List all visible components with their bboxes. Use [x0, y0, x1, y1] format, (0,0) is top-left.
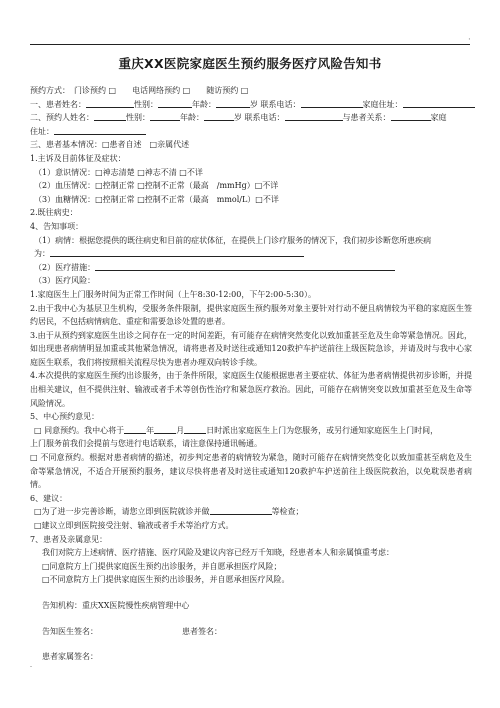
year-field[interactable] — [124, 424, 146, 434]
patient-address-label: 家庭住址： — [362, 99, 403, 109]
bottom-mark: - — [30, 663, 33, 670]
measures-row — [30, 261, 472, 275]
patient-phone-field[interactable] — [301, 98, 363, 108]
agree-option-row — [30, 424, 472, 438]
appointer-name-label: 二、预约人姓名： — [30, 113, 94, 123]
appointer-sex-field[interactable] — [150, 111, 180, 121]
appointer-address-label: 住址： — [30, 126, 54, 136]
month-label: 月 — [176, 425, 185, 435]
patient-sex-field[interactable] — [158, 98, 192, 108]
appointer-address-field[interactable] — [54, 125, 146, 135]
risk-item-1: 1.家庭医生上门服务时间为正常工作时间（上午8:30-12:00，下午2:00-5:30）。 — [30, 289, 316, 299]
section-6-heading: 6、建议： — [30, 493, 68, 503]
risk-item-4: 4.本次提供的家庭医生预约出诊服务，由于条件所限，家庭医生仅能根据患者主要症状、体征为患者病情提供初步诊断，并提出相关建议，但不提供注射、输液或者手术等创伤性治疗和紧急医疗救治。因此，可能存在病情突变以致加重甚至危及生命等风险情况。 — [30, 371, 472, 408]
month-field[interactable] — [154, 424, 176, 434]
patient-phone-label: 岁 联系电话： — [250, 99, 301, 109]
document-body — [30, 84, 472, 664]
year-label: 年 — [146, 425, 155, 435]
diagnosis-row — [30, 247, 472, 261]
patient-signature-label: 患者签名： — [182, 626, 222, 636]
opinion-disagree: □不同意院方上门提供家庭医生预约出诊服务，并自愿承担医疗风险。 — [42, 575, 290, 585]
measures-field[interactable] — [95, 261, 395, 271]
agree-option-text: □ 同意预约。我中心将于 — [34, 425, 125, 435]
advice-1-tail: 等检查； — [271, 507, 304, 517]
diagnosis-field[interactable] — [50, 247, 304, 257]
notifying-agency-row — [30, 599, 472, 613]
family-signature-label: 患者家属签名： — [42, 652, 98, 662]
appointer-sex-label: 性别： — [126, 113, 150, 123]
appointment-method-line: 预约方式： 门诊预约 □ 电话网络预约 □ 随访预约 □ — [30, 86, 249, 95]
top-rule — [30, 44, 470, 45]
condition-item: （1）病情：根据您提供的既往病史和目前的症状体征，在提供上门诊疗服务的情况下，我们初步诊断您所患疾病 — [34, 235, 432, 245]
appointer-address-row — [30, 125, 472, 139]
patient-name-field[interactable] — [86, 98, 134, 108]
patient-info-row — [30, 98, 472, 112]
patient-sex-label: 性别： — [134, 99, 158, 109]
section-3-basic-info: 三、患者基本情况：□患者自述 □亲属代述 — [30, 140, 190, 150]
risk-heading: （3）医疗风险： — [34, 276, 96, 286]
corner-mark: ' — [468, 38, 470, 45]
family-label: 家庭 — [430, 113, 447, 123]
document-title: 重庆XX医院家庭医生预约服务医疗风险告知书 — [118, 56, 382, 71]
appointer-age-label: 年龄： — [180, 113, 204, 123]
section-4-heading: 4、告知事项： — [30, 221, 84, 231]
diagnosis-label: 为： — [34, 249, 50, 259]
agency-label: 告知机构： — [42, 600, 82, 610]
advice-2: □建议立即到医院接受注射、输液或者手术等治疗方式。 — [34, 521, 234, 530]
patient-address-field[interactable] — [403, 98, 475, 108]
patient-name-label: 一、患者姓名： — [30, 99, 86, 109]
patient-age-label: 年龄： — [192, 99, 216, 109]
appointer-phone-label: 岁 联系电话： — [234, 113, 285, 123]
section-5-heading: 5、中心预约意见： — [30, 412, 100, 422]
exam-field[interactable] — [210, 505, 272, 515]
blood-sugar-line: （3）血糖情况：□控制正常 □控制不正常（最高 mmol/L）□不详 — [34, 194, 279, 204]
advice-1-row — [30, 505, 472, 519]
advice-1-text: □为了进一步完善诊断，请您立即到医院就诊并做 — [34, 507, 210, 517]
agency-value: 重庆XX医院慢性疾病管理中心 — [82, 600, 190, 610]
appointer-phone-field[interactable] — [285, 111, 343, 121]
patient-age-field[interactable] — [216, 98, 250, 108]
disagree-option: □ 不同意预约。根据对患者病情的描述，初步判定患者的病情较为紧急，随时可能存在病情突然变化以致加重甚至病危及生命等紧急情况，不适合开展预约服务，建议尽快将患者及时送往或通知120救护车护送前往上级医院救治，以免耽误患者病情。 — [30, 453, 472, 490]
symptoms-heading: 1.主诉及目前体征及症状： — [30, 153, 126, 163]
relationship-field[interactable] — [391, 111, 431, 121]
opinion-statement: 我们对院方上述病情、医疗措施、医疗风险及建议内容已经万千知晓，经患者本人和亲属慎重考虑： — [42, 548, 394, 558]
blood-pressure-line: （2）血压情况：□控制正常 □控制不正常（最高 /mmHg）□不详 — [34, 181, 279, 191]
agree-option-tail: 日时派出家庭医生上门为您服务，或另行通知家庭医生上门时间， — [206, 425, 439, 435]
doctor-signature-label: 告知医生签名： — [42, 626, 98, 636]
risk-item-3: 3.由于从预约到家庭医生出诊之间存在一定的时间差距，有可能存在病情突然变化以致加重甚至危及生命等紧急情况。因此，如出现患者病情明显加重或其他紧急情况，请将患者及时送往或通知120救护车护送前往上级医院急诊，并请及时与我中心家庭医生联系，我们将按照相关流程尽快为患者办理双向转诊手续。 — [30, 330, 472, 367]
relationship-label: 与患者关系： — [342, 113, 391, 123]
appointer-name-field[interactable] — [94, 111, 126, 121]
medical-history-line: 2.既往病史： — [30, 208, 78, 218]
risk-item-2: 2.由于我中心为基层卫生机构，受服务条件限制，提供家庭医生预约服务对象主要针对行动不便且病情较为平稳的家庭医生签约居民，不包括病情病危、重症和需要急诊处置的患者。 — [30, 303, 472, 327]
section-7-heading: 7、患者及亲属意见： — [30, 534, 108, 544]
agree-option-cont: 上门服务前我们会提前与您进行电话联系，请注意保持通讯畅通。 — [30, 439, 262, 449]
appointer-age-field[interactable] — [204, 111, 234, 121]
opinion-agree: □同意院方上门提供家庭医生预约出诊服务，并自愿承担医疗风险； — [42, 561, 282, 571]
consciousness-line: （1）意识情况：□神志清楚 □神志不清 □不详 — [34, 167, 203, 177]
day-field[interactable] — [184, 424, 206, 434]
appointer-info-row — [30, 111, 472, 125]
signature-row — [30, 625, 472, 639]
measures-label: （2）医疗措施： — [34, 262, 96, 272]
